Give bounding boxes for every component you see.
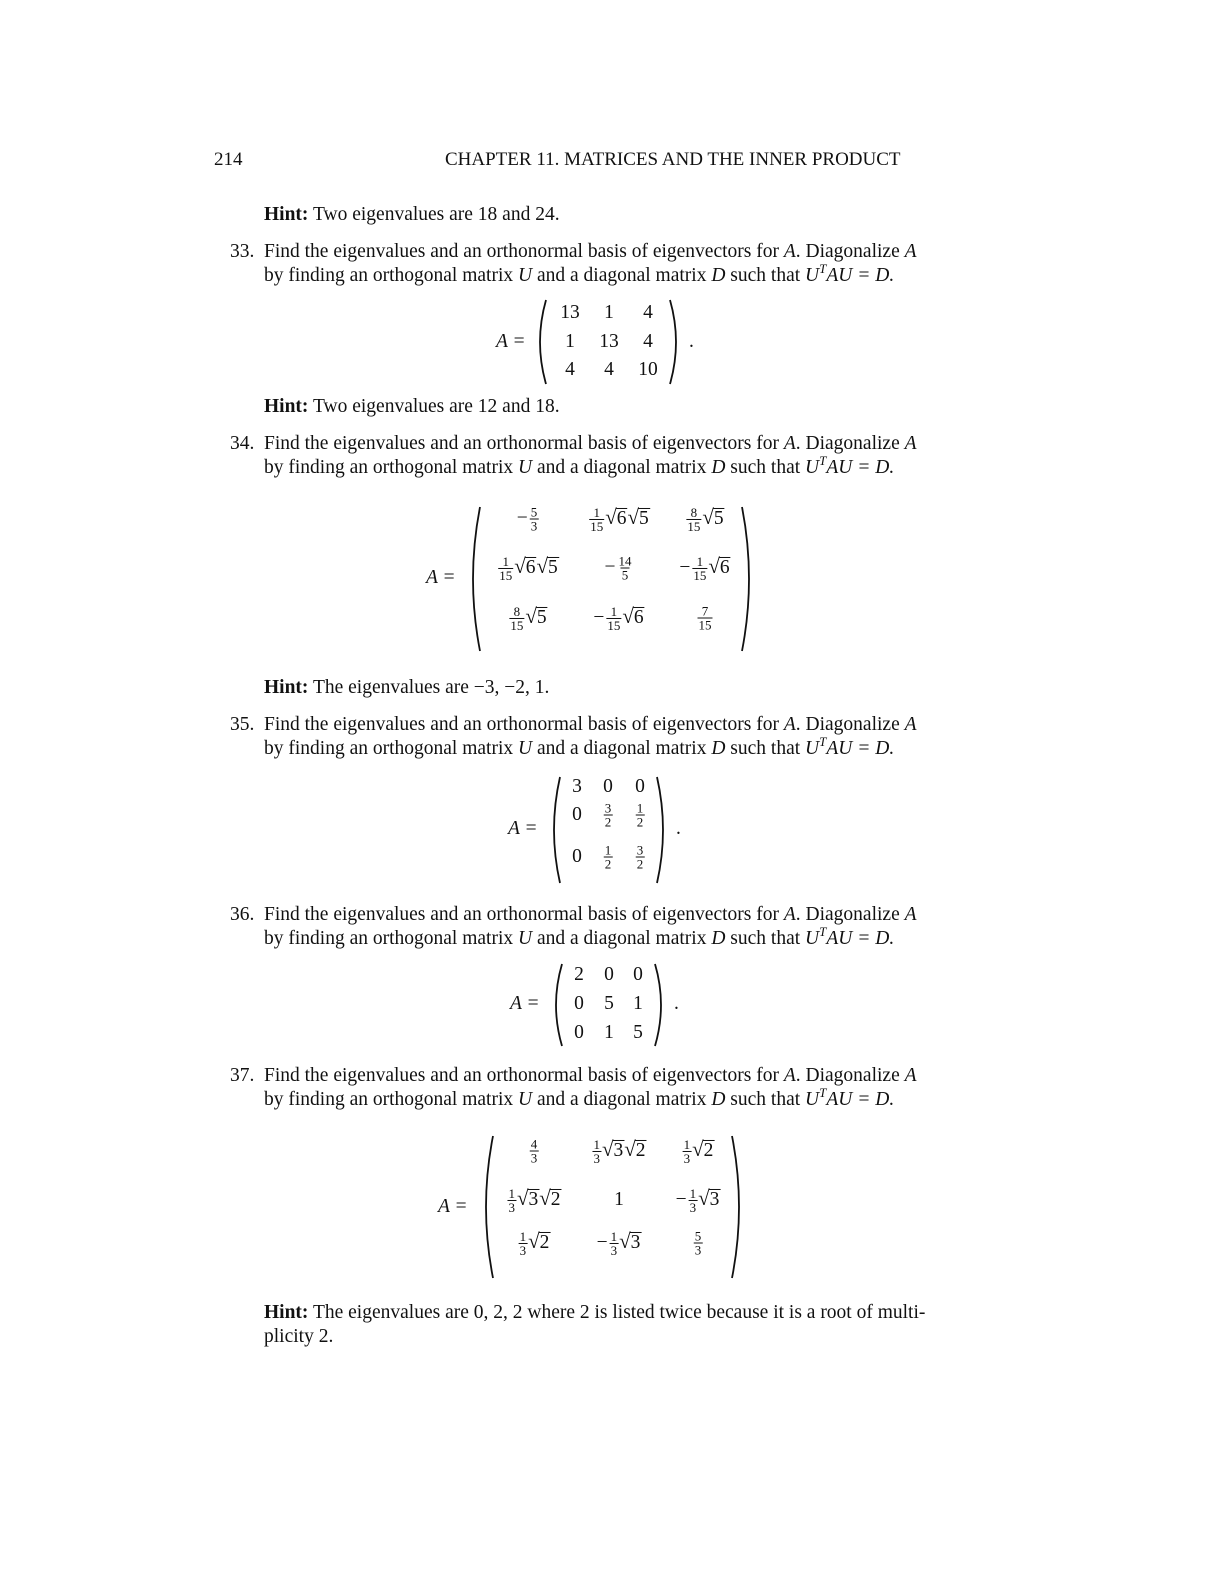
matrix-cell: 3 [572, 776, 582, 797]
period: . [676, 818, 681, 839]
left-paren [548, 962, 564, 1048]
matrix-cell: − $\frac{5}{3}$ [516, 504, 538, 534]
matrix-cell: 0 [603, 776, 613, 797]
problem-33-line1: 33. Find the eigenvalues and an orthonormal basis of eigenvectors for A. Diagonalize A [230, 241, 917, 262]
problem-34-line1: 34. Find the eigenvalues and an orthonormal basis of eigenvectors for A. Diagonalize A [230, 433, 917, 454]
matrix-cell: 0 [604, 964, 614, 985]
hint-label: Hint: [264, 204, 309, 225]
matrix-cell: 1 [565, 331, 575, 352]
hint-37-line2: plicity 2. [264, 1326, 334, 1347]
matrix-cell: 1 [604, 1022, 614, 1043]
problem-35-line1: 35. Find the eigenvalues and an orthonormal basis of eigenvectors for A. Diagonalize A [230, 714, 917, 735]
running-header: CHAPTER 11. MATRICES AND THE INNER PRODUCT [445, 149, 901, 170]
problem-number: 37. [230, 1065, 255, 1086]
period: . [674, 993, 679, 1014]
matrix-cell: $\frac{7}{15}$ [698, 603, 712, 633]
matrix-cell: 1 [614, 1189, 624, 1210]
problem-33-line2: by finding an orthogonal matrix U and a diagonal matrix D such that $U^TAU = D$. [264, 261, 895, 286]
matrix-cell: − $\frac{1}{3}$ √ 3 [596, 1228, 641, 1259]
problem-35-line2: by finding an orthogonal matrix U and a diagonal matrix D such that $U^TAU = D$. [264, 734, 895, 759]
matrix-cell: $\frac{3}{2}$ [604, 800, 612, 830]
hint-34: Hint: The eigenvalues are −3, −2, 1. [264, 677, 550, 698]
matrix-cell: − $\frac{1}{3}$ √ 3 [675, 1185, 720, 1216]
hint-33: Hint: Two eigenvalues are 12 and 18. [264, 396, 560, 417]
right-paren [653, 962, 669, 1048]
matrix-35-lhs: A = [508, 818, 538, 839]
problem-34-line2: by finding an orthogonal matrix U and a diagonal matrix D such that $U^TAU = D$. [264, 453, 895, 478]
matrix-cell: $\frac{1}{15}$ √ 6 √ 5 [590, 504, 649, 535]
matrix-cell: 5 [633, 1022, 643, 1043]
right-paren [730, 1134, 748, 1280]
problem-36-line1: 36. Find the eigenvalues and an orthonormal basis of eigenvectors for A. Diagonalize A [230, 904, 917, 925]
matrix-37-lhs: A = [438, 1196, 468, 1217]
matrix-cell: $\frac{1}{3}$ √ 3 √ 2 [508, 1185, 561, 1216]
matrix-36-lhs: A = [510, 993, 540, 1014]
matrix-cell: 4 [643, 331, 653, 352]
matrix-cell: $\frac{1}{3}$ √ 2 [519, 1228, 550, 1259]
right-paren [668, 298, 684, 386]
matrix-cell: 1 [633, 993, 643, 1014]
matrix-cell: $\frac{3}{2}$ [636, 842, 644, 872]
matrix-cell: − $\frac{14}{5}$ [604, 553, 632, 583]
hint-top [264, 203, 560, 227]
matrix-33-lhs: A = [496, 331, 526, 352]
left-paren [532, 298, 548, 386]
matrix-cell: 4 [604, 359, 614, 380]
matrix-cell: 0 [572, 804, 582, 825]
problem-36-line2: by finding an orthogonal matrix U and a diagonal matrix D such that $U^TAU = D$. [264, 924, 895, 949]
matrix-cell: $\frac{1}{2}$ [604, 842, 612, 872]
page-number: 214 [214, 149, 243, 170]
matrix-cell: $\frac{4}{3}$ [530, 1136, 538, 1166]
matrix-cell: $\frac{1}{3}$ √ 2 [683, 1136, 714, 1167]
right-paren [655, 775, 671, 885]
matrix-cell: $\frac{8}{15}$ √ 5 [510, 603, 547, 634]
matrix-cell: 4 [643, 302, 653, 323]
matrix-cell: $\frac{5}{3}$ [694, 1228, 702, 1258]
matrix-cell: − $\frac{1}{15}$ √ 6 [679, 553, 730, 584]
problem-number: 35. [230, 714, 255, 735]
left-paren [464, 505, 482, 653]
matrix-cell: 5 [604, 993, 614, 1014]
matrix-cell: 0 [635, 776, 645, 797]
problem-37-line2: by finding an orthogonal matrix U and a diagonal matrix D such that $U^TAU = D$. [264, 1085, 895, 1110]
problem-number: 34. [230, 433, 255, 454]
period: . [689, 331, 694, 352]
problem-number: 36. [230, 904, 255, 925]
matrix-cell: − $\frac{1}{15}$ √ 6 [593, 603, 644, 634]
matrix-cell: 0 [574, 993, 584, 1014]
hint-text: Two eigenvalues are 18 and 24. [312, 204, 560, 225]
left-paren [477, 1134, 495, 1280]
matrix-cell: 4 [565, 359, 575, 380]
matrix-cell: $\frac{1}{15}$ √ 6 √ 5 [499, 553, 558, 584]
matrix-cell: 13 [560, 302, 580, 323]
matrix-cell: $\frac{1}{2}$ [636, 800, 644, 830]
problem-number: 33. [230, 241, 255, 262]
matrix-cell: 13 [599, 331, 619, 352]
left-paren [546, 775, 562, 885]
matrix-cell: $\frac{1}{3}$ √ 3 √ 2 [593, 1136, 646, 1167]
problem-37-line1: 37. Find the eigenvalues and an orthonormal basis of eigenvectors for A. Diagonalize A [230, 1065, 917, 1086]
matrix-cell: 2 [574, 964, 584, 985]
matrix-cell: 1 [604, 302, 614, 323]
matrix-34-lhs: A = [426, 567, 456, 588]
matrix-cell: $\frac{8}{15}$ √ 5 [687, 504, 724, 535]
right-paren [740, 505, 758, 653]
matrix-cell: 0 [574, 1022, 584, 1043]
matrix-cell: 0 [633, 964, 643, 985]
matrix-cell: 10 [638, 359, 658, 380]
matrix-cell: 0 [572, 846, 582, 867]
hint-37-line1: Hint: The eigenvalues are 0, 2, 2 where 2 is listed twice because it is a root of multi- [264, 1302, 926, 1323]
